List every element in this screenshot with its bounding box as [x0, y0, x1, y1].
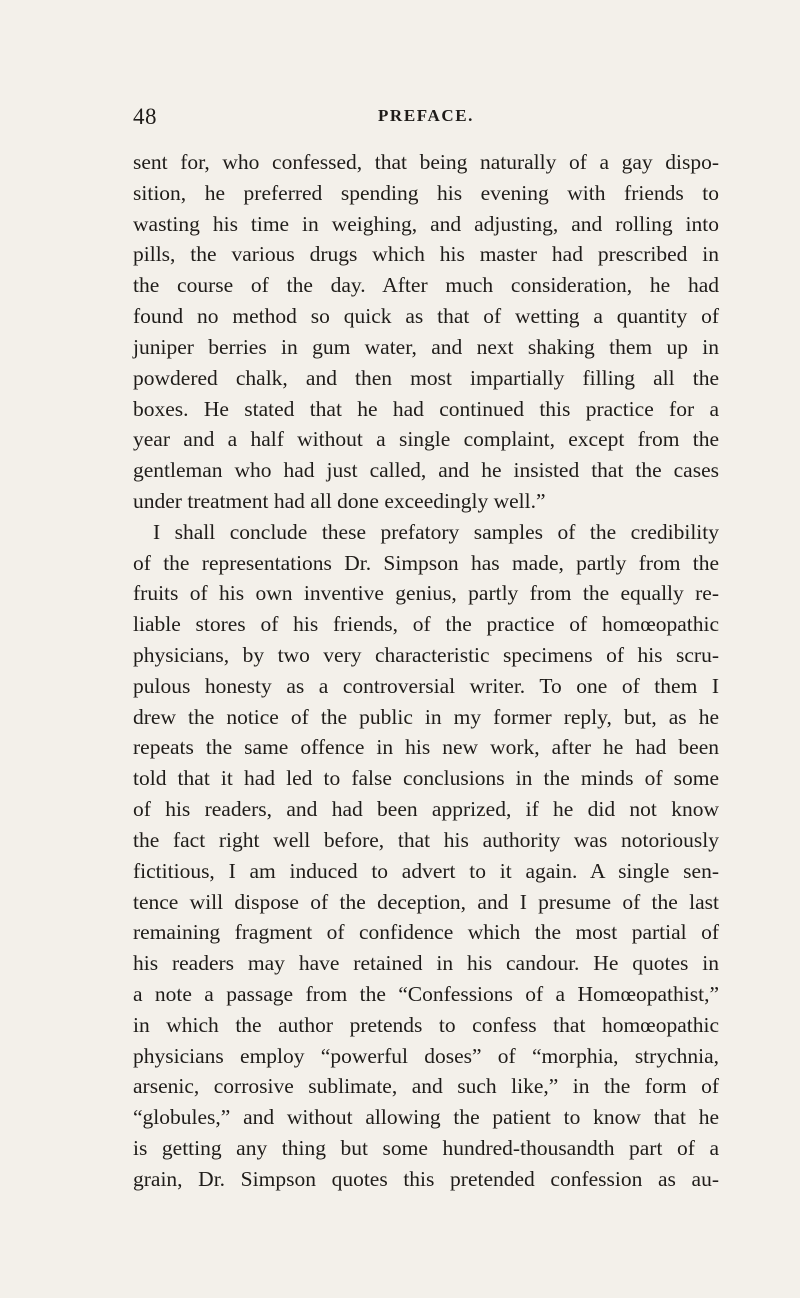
text-line: the fact right well before, that his authority was notoriously: [133, 827, 719, 852]
text-line: is getting any thing but some hundred-thousandth part of a: [133, 1136, 719, 1160]
text-line: grain, Dr. Simpson quotes this pretended confession as au-: [133, 1166, 719, 1191]
text-line: arsenic, corrosive sublimate, and such like,” in the form of: [133, 1074, 719, 1099]
text-line: tence will dispose of the deception, and I presume of the last: [133, 889, 719, 914]
text-line: of the representations Dr. Simpson has made, partly from the: [133, 550, 719, 575]
text-line: sition, he preferred spending his evening with friends to: [133, 180, 719, 205]
text-line: found no method so quick as that of wetting a quantity of: [133, 304, 719, 329]
text-line: drew the notice of the public in my former reply, but, as he: [133, 704, 719, 729]
text-line: powdered chalk, and then most impartially filling all the: [133, 365, 719, 390]
text-line: boxes. He stated that he had continued this practice for a: [133, 396, 719, 421]
text-line: repeats the same offence in his new work, after he had been: [133, 735, 719, 760]
text-line: of his readers, and had been apprized, if he did not know: [133, 797, 719, 822]
text-line: year and a half without a single complaint, except from the: [133, 427, 719, 452]
text-line: wasting his time in weighing, and adjusting, and rolling into: [133, 211, 719, 236]
text-line: remaining fragment of confidence which the most partial of: [133, 920, 719, 945]
text-line: his readers may have retained in his candour. He quotes in: [133, 951, 719, 976]
text-line: fictitious, I am induced to advert to it again. A single sen-: [133, 858, 719, 883]
running-head: [133, 104, 719, 134]
text-line: a note a passage from the “Confessions of a Homœopathist,”: [133, 981, 719, 1006]
running-title: PREFACE.: [377, 106, 475, 125]
text-line: physicians employ “powerful doses” of “morphia, strychnia,: [133, 1043, 719, 1068]
text-line: the course of the day. After much consideration, he had: [133, 273, 719, 298]
text-line: pulous honesty as a controversial writer. To one of them I: [133, 673, 719, 698]
text-line: told that it had led to false conclusions in the minds of some: [133, 766, 719, 791]
text-line: sent for, who confessed, that being naturally of a gay dispo-: [133, 150, 719, 174]
paragraph-start-line: I shall conclude these prefatory samples of the credibility: [153, 519, 719, 544]
text-line: gentleman who had just called, and he insisted that the cases: [133, 458, 719, 483]
text-line: “globules,” and without allowing the patient to know that he: [133, 1105, 719, 1130]
body-text: [133, 147, 719, 1195]
paragraph-end-line: under treatment had all done exceedingly well.”: [133, 488, 546, 513]
text-line: liable stores of his friends, of the practice of homœopathic: [133, 612, 719, 637]
text-line: pills, the various drugs which his master had prescribed in: [133, 242, 719, 267]
page-number: 48: [133, 104, 157, 129]
text-line: physicians, by two very characteristic specimens of his scru-: [133, 643, 719, 667]
text-line: fruits of his own inventive genius, partly from the equally re-: [133, 581, 719, 606]
text-line: juniper berries in gum water, and next shaking them up in: [133, 334, 719, 359]
text-line: in which the author pretends to confess that homœopathic: [133, 1012, 719, 1037]
